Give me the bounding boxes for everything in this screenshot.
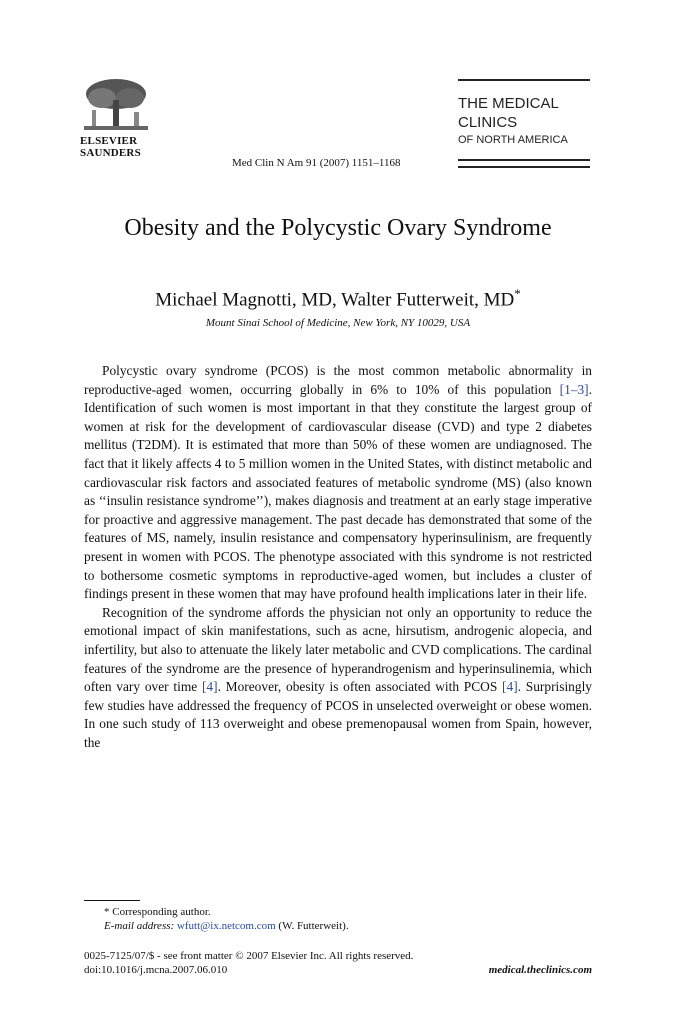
masthead-rule (458, 166, 590, 168)
email-label: E-mail address: (104, 920, 175, 932)
corresponding-author-mark: * (514, 286, 521, 301)
masthead-rule (458, 159, 590, 161)
author-list (80, 286, 596, 311)
paragraph-text: . Moreover, obesity is often associated with PCOS (217, 679, 503, 695)
article-body (84, 362, 592, 752)
citation-link[interactable]: [4] (502, 679, 518, 695)
doi-line: doi:10.1016/j.mcna.2007.06.010 (84, 964, 228, 976)
citation-link[interactable]: [1–3] (559, 381, 589, 397)
imprint-name: SAUNDERS (80, 147, 141, 159)
paragraph (84, 362, 592, 604)
paragraph (84, 604, 592, 753)
email-line (104, 919, 349, 933)
paragraph-text: . Identification of such women is most important in that they constitute the largest group of women at risk for the development of cardiovascular disease (CVD) and type 2 diabetes mellitus (T2DM). It is estimated that more than 50% of these women are undiagnosed. The fact that it likely affects 4 to 5 million women in the United States, with distinct metabolic and cardiovascular risk factors and associated features of metabolic syndrome (MS) (also known as ‘‘insulin resistance syndrome’’), makes diagnosis and treatment at an early stage imperative for proactive and aggressive management. The past decade has demonstrated that some of the features of MS, namely, insulin resistance and compensatory hyperinsulinism, are frequently present in women with PCOS. The phenotype associated with this syndrome is not restricted to bothersome cosmetic symptoms in reproductive-aged women, but includes a cluster of findings present in these women that may have profound health implications later in their life. (84, 381, 592, 602)
journal-title-line2: CLINICS (458, 114, 518, 131)
author-affiliation: Mount Sinai School of Medicine, New York, NY 10029, USA (205, 317, 471, 329)
journal-masthead (458, 79, 590, 147)
elsevier-tree-logo-icon (80, 76, 152, 134)
article-title: Obesity and the Polycystic Ovary Syndrome (124, 215, 552, 241)
journal-citation: Med Clin N Am 91 (2007) 1151–1168 (232, 157, 401, 169)
journal-website[interactable]: medical.theclinics.com (488, 964, 592, 976)
corresponding-author-note: * Corresponding author. (104, 906, 211, 918)
citation-link[interactable]: [4] (201, 679, 218, 695)
paragraph-text: Recognition of the syndrome affords the physician not only an opportunity to reduce the emotional impact of skin manifestations, such as acne, hirsutism, androgenic alopecia, and infertility, but also to attenuate the likely later metabolic and CVD complications. The cardinal features of the syndrome are the presence of hyperandrogenism and hyperinsulinemia, which often vary over time (84, 604, 592, 695)
email-link[interactable]: wfutt@ix.netcom.com (176, 920, 276, 932)
email-suffix: (W. Futterweit). (275, 920, 349, 932)
footnote-rule (84, 900, 140, 901)
journal-title-line1: THE MEDICAL (458, 95, 559, 112)
journal-title-line3: OF NORTH AMERICA (458, 134, 568, 146)
footnote (104, 905, 349, 933)
publisher-name: ELSEVIER (80, 135, 138, 147)
paragraph-text: Polycystic ovary syndrome (PCOS) is the most common metabolic abnormality in reproductive-aged women, occurring globally in 6% to 10% of this population (84, 363, 592, 397)
author-names: Michael Magnotti, MD, Walter Futterweit, MD (155, 289, 515, 311)
copyright-line: 0025-7125/07/$ - see front matter © 2007 Elsevier Inc. All rights reserved. (84, 950, 414, 962)
paragraph-text: . Surprisingly few studies have addressed the frequency of PCOS in unselected overweight or obese women. In one such study of 113 overweight and obese premenopausal women from Spain, however, the (84, 679, 592, 750)
